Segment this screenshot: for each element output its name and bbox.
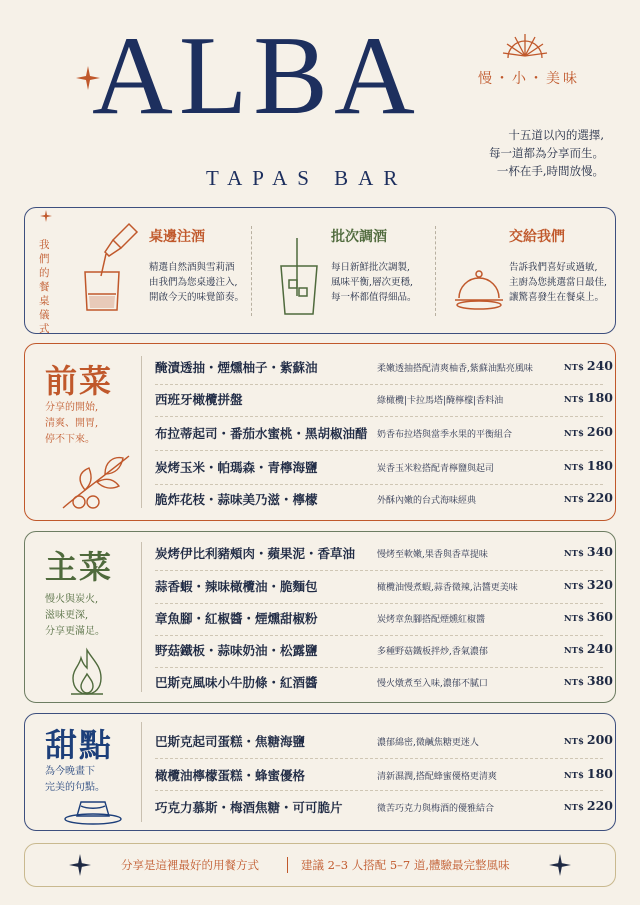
section-title: 甜點 — [45, 726, 114, 764]
divider — [435, 226, 436, 316]
currency: NT$ — [563, 395, 584, 405]
sparkle-icon — [69, 854, 91, 876]
menu-item-desc: 炭烤章魚腳搭配煙燻紅椒醬 — [377, 615, 486, 625]
currency: NT$ — [563, 429, 584, 439]
menu-item-price — [564, 732, 613, 747]
section-note — [45, 400, 98, 448]
menu-item — [155, 456, 613, 480]
price-value: 180 — [586, 458, 613, 473]
currency: NT$ — [563, 363, 584, 373]
section-note-line: 停不下來。 — [45, 434, 95, 445]
menu-item-desc: 炭香玉米粒搭配青檸鹽與起司 — [377, 464, 495, 474]
ritual-body-line: 風味平衡,層次更穩, — [331, 277, 414, 288]
menu-item — [155, 607, 613, 631]
item-separator — [155, 635, 603, 636]
price-value: 220 — [586, 798, 613, 813]
menu-item — [155, 639, 613, 663]
footer-banner — [24, 843, 616, 887]
price-value: 240 — [586, 641, 613, 656]
section-note-line: 滋味更深, — [45, 610, 89, 621]
menu-item-price — [564, 490, 613, 505]
price-value: 380 — [586, 673, 613, 688]
price-value: 180 — [586, 390, 613, 405]
ritual-column-title: 交給我們 — [509, 229, 565, 245]
menu-item-desc: 柔嫩透抽搭配清爽柚香,紫蘇油點亮風味 — [377, 364, 533, 374]
ritual-column-title: 批次調酒 — [331, 229, 387, 245]
menu-item-price — [564, 390, 613, 405]
section-note-line: 完美的句點。 — [45, 782, 105, 793]
section-note — [45, 592, 105, 640]
menu-item-price — [564, 798, 613, 813]
ritual-card — [24, 207, 616, 334]
cloche-icon — [453, 270, 505, 310]
menu-item-price — [564, 609, 613, 624]
ritual-body-line: 讓驚喜發生在餐桌上。 — [509, 292, 605, 303]
ritual-column-chef-choice — [509, 226, 607, 305]
cocktail-glass-icon — [277, 236, 321, 316]
menu-item-name: 布拉蒂起司・番茄水蜜桃・黑胡椒油醋 — [155, 426, 368, 441]
menu-item-desc: 慢烤至軟嫩,果香與香草提味 — [377, 550, 488, 560]
menu-item-price — [564, 458, 613, 473]
price-value: 220 — [586, 490, 613, 505]
intro-text — [489, 126, 604, 180]
menu-item-desc: 綠橄欖|卡拉馬塔|醃檸檬|香料油 — [377, 396, 504, 406]
logo: ALBA — [92, 14, 421, 138]
intro-line: 一杯在手,時間放慢。 — [496, 164, 604, 178]
menu-item-name: 巧克力慕斯・梅酒焦糖・可可脆片 — [155, 800, 343, 815]
currency: NT$ — [563, 614, 584, 624]
pouring-bottle-icon — [79, 222, 139, 318]
menu-item-name: 巴斯克起司蛋糕・焦糖海鹽 — [155, 734, 306, 749]
menu-item-name: 炭烤玉米・帕瑪森・青檸海鹽 — [155, 460, 318, 475]
divider — [251, 226, 252, 316]
section-note-line: 分享的開始, — [45, 402, 99, 413]
item-separator — [155, 758, 603, 759]
menu-item-desc: 外酥內嫩的台式海味經典 — [377, 496, 477, 506]
section-note — [45, 764, 105, 796]
intro-line: 每一道都為分享而生。 — [489, 146, 604, 160]
ritual-column-batch-cocktail — [331, 226, 417, 305]
olive-branch-icon — [59, 450, 131, 512]
menu-item-price — [564, 673, 613, 688]
menu-item-desc: 清新濕潤,搭配蜂蜜優格更清爽 — [377, 772, 497, 782]
price-value: 360 — [586, 609, 613, 624]
currency: NT$ — [563, 495, 584, 505]
menu-item-price — [564, 577, 613, 592]
currency: NT$ — [563, 549, 584, 559]
menu-item-name: 醃漬透抽・煙燻柚子・紫蘇油 — [155, 360, 318, 375]
menu-item-price — [564, 766, 613, 781]
price-value: 200 — [586, 732, 613, 747]
section-note-line: 清爽、開胃, — [45, 418, 99, 429]
section-note-line: 為今晚畫下 — [45, 766, 95, 777]
menu-item-name: 巴斯克風味小牛肋條・紅酒醬 — [155, 675, 318, 690]
menu-item — [155, 796, 613, 820]
footer-left-text: 分享是這裡最好的用餐方式 — [121, 858, 259, 872]
ritual-body-line: 由我們為您桌邊注入, — [149, 277, 238, 288]
currency: NT$ — [563, 646, 584, 656]
menu-item-price — [564, 424, 613, 439]
ritual-body-line: 主廚為您挑選當日最佳, — [509, 277, 608, 288]
currency: NT$ — [563, 737, 584, 747]
item-separator — [155, 570, 603, 571]
footer-divider — [287, 857, 288, 873]
currency: NT$ — [563, 582, 584, 592]
ritual-column-body — [149, 260, 244, 305]
price-value: 240 — [586, 358, 613, 373]
menu-item-name: 西班牙橄欖拼盤 — [155, 392, 243, 407]
logo-subtitle: TAPAS BAR — [206, 166, 408, 190]
sparkle-icon — [549, 854, 571, 876]
section-title: 主菜 — [45, 548, 114, 586]
menu-item-desc: 微苦巧克力與梅酒的優雅結合 — [377, 804, 495, 814]
menu-item — [155, 764, 613, 788]
menu-item — [155, 422, 613, 446]
price-value: 320 — [586, 577, 613, 592]
flame-icon — [67, 648, 107, 696]
section-divider — [141, 542, 142, 692]
menu-item-price — [564, 544, 613, 559]
item-separator — [155, 416, 603, 417]
price-value: 180 — [586, 766, 613, 781]
menu-item-desc: 奶香布拉塔與當季水果的平衡組合 — [377, 430, 513, 440]
menu-item-desc: 慢火燉煮至入味,濃郁不膩口 — [377, 679, 488, 689]
ritual-column-body — [331, 260, 417, 305]
menu-item — [155, 488, 613, 512]
currency: NT$ — [563, 678, 584, 688]
menu-item-desc: 橄欖油慢煮蝦,蒜香微辣,沾醬更美味 — [377, 583, 518, 593]
menu-item-name: 炭烤伊比利豬頰肉・蘋果泥・香草油 — [155, 546, 356, 561]
menu-item — [155, 575, 613, 599]
ritual-label: 我們的餐桌儀式 — [39, 239, 50, 335]
ritual-body-line: 開啟今天的味覺節奏。 — [149, 292, 245, 303]
section-divider — [141, 722, 142, 822]
ritual-column-table-pour — [149, 226, 244, 305]
section-title: 前菜 — [45, 362, 114, 400]
ritual-body-line: 每一杯都值得細品。 — [331, 292, 417, 303]
price-value: 260 — [586, 424, 613, 439]
menu-item-desc: 多種野菇鐵板拌炒,香氣濃郁 — [377, 647, 488, 657]
price-value: 340 — [586, 544, 613, 559]
menu-item-desc: 濃郁綿密,微鹹焦糖更迷人 — [377, 738, 479, 748]
menu-item — [155, 671, 613, 695]
menu-item-price — [564, 641, 613, 656]
section-note-line: 慢火與炭火, — [45, 594, 99, 605]
menu-item-name: 橄欖油檸檬蛋糕・蜂蜜優格 — [155, 768, 306, 783]
slogan: 慢・小・美味 — [478, 71, 580, 87]
menu-item-name: 蒜香蝦・辣味橄欖油・脆麵包 — [155, 579, 318, 594]
menu-item-name: 章魚腳・紅椒醬・煙燻甜椒粉 — [155, 611, 318, 626]
ritual-body-line: 每日新鮮批次調製, — [331, 262, 411, 273]
menu-item-name: 野菇鐵板・蒜味奶油・松露鹽 — [155, 643, 318, 658]
menu-item — [155, 730, 613, 754]
currency: NT$ — [563, 463, 584, 473]
ritual-column-title: 桌邊注酒 — [149, 229, 205, 245]
ritual-column-body — [509, 260, 607, 305]
sun-rays-icon — [500, 32, 550, 60]
menu-section-desserts — [24, 713, 616, 831]
item-separator — [155, 450, 603, 451]
item-separator — [155, 603, 603, 604]
menu-item — [155, 542, 613, 566]
section-note-line: 分享更滿足。 — [45, 626, 105, 637]
menu-item-name: 脆炸花枝・蒜味美乃滋・檸檬 — [155, 492, 318, 507]
menu-item — [155, 388, 613, 412]
item-separator — [155, 667, 603, 668]
menu-item-price — [564, 358, 613, 373]
menu-section-starters — [24, 343, 616, 521]
currency: NT$ — [563, 803, 584, 813]
ritual-body-line: 精選自然酒與雪莉酒 — [149, 262, 235, 273]
menu-section-mains — [24, 531, 616, 703]
item-separator — [155, 384, 603, 385]
section-divider — [141, 356, 142, 508]
footer-right-text: 建議 2–3 人搭配 5–7 道,體驗最完整風味 — [301, 858, 510, 872]
menu-item — [155, 356, 613, 380]
ritual-body-line: 告訴我們喜好或過敏, — [509, 262, 598, 273]
item-separator — [155, 790, 603, 791]
flan-icon — [63, 798, 123, 826]
intro-line: 十五道以內的選擇, — [508, 128, 604, 142]
sparkle-icon — [40, 210, 52, 222]
item-separator — [155, 484, 603, 485]
currency: NT$ — [563, 771, 584, 781]
